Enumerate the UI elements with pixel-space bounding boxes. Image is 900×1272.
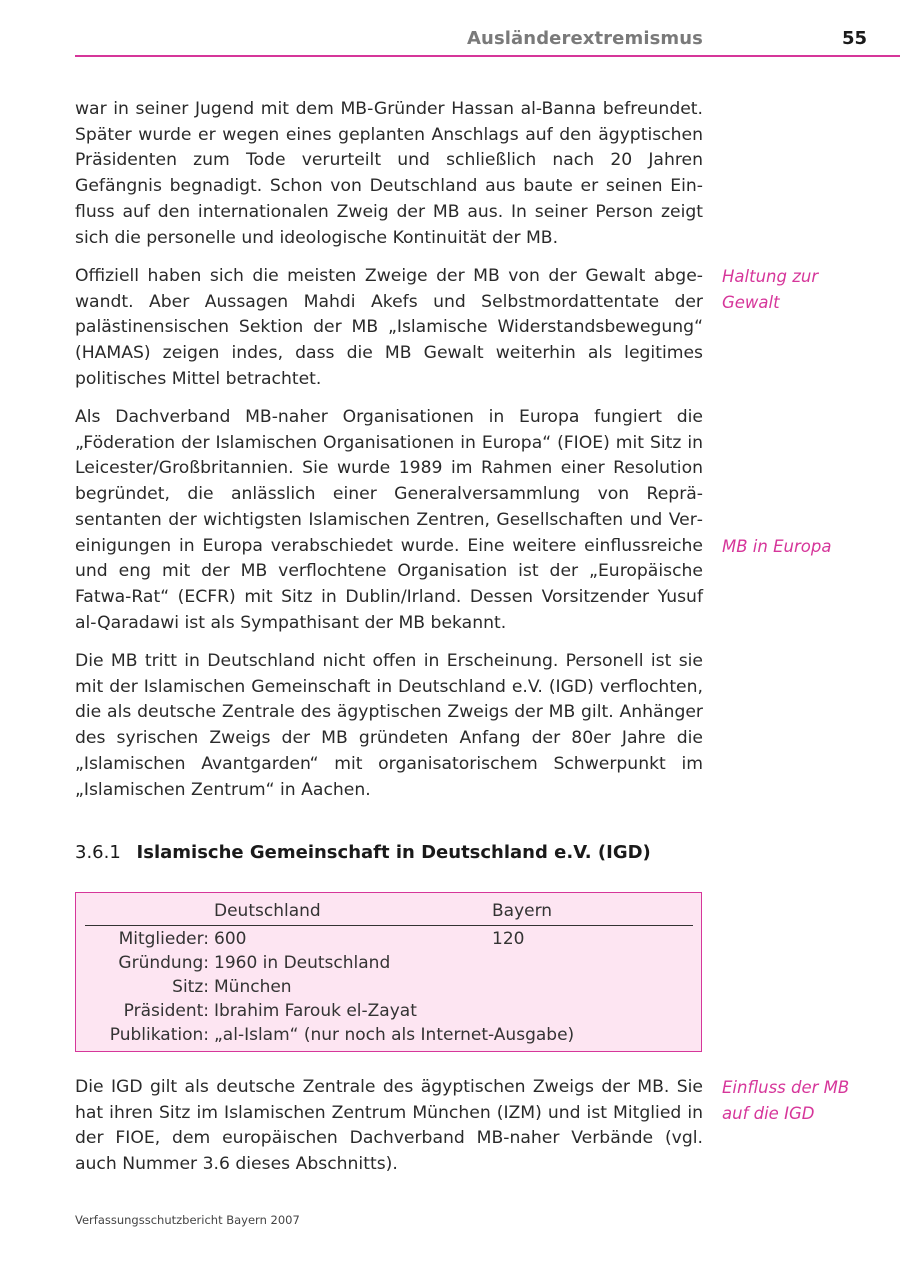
fact-row-gruendung — [76, 953, 701, 977]
fact-row-praesident — [76, 1001, 701, 1025]
paragraph-2: Offiziell haben sich die meisten Zweige der MB von der Gewalt abgewandt. Aber Aussagen Mahdi Akefs und Selbstmordattentate der palästinensischen Sektion der MB „Islamische Widerstandsbewegung“ (HAMAS) zeigen indes, dass die MB Gewalt weiterhin als legitimes politisches Mittel betrachtet. — [75, 266, 703, 389]
paragraph-1: war in seiner Jugend mit dem MB-Gründer Hassan al-Banna befreundet. Später wurde er wegen eines geplanten Anschlags auf den ägyptischen Präsidenten zum Tode verurteilt und schließlich nach 20 Jahren Gefängnis begnadigt. Schon von Deutschland aus baute er seinen Einfluss auf den internationalen Zweig der MB aus. In seiner Person zeigt sich die personelle und ideologische Kontinuität der MB. — [75, 99, 703, 248]
fact-box — [75, 892, 702, 1052]
fact-value-deutschland: München — [214, 977, 292, 997]
fact-row-sitz — [76, 977, 701, 1001]
section-number: 3.6.1 — [75, 842, 121, 863]
fact-label: Sitz: — [172, 977, 209, 997]
paragraph-3: Als Dachverband MB-naher Organisationen in Europa fungiert die „Föderation der Islamischen Organisationen in Europa“ (FIOE) mit Sitz in Leicester/Großbritannien. Sie wurde 1989 im Rahmen einer Resolution begründet, die anlässlich einer Generalversammlung von Repräsentanten der wichtigsten Islamischen Zentren, Gesellschaften und Vereinigungen in Europa verabschiedet wurde. Eine weitere einflussreiche und eng mit der MB verflochtene Organisation ist der „Europäische Fatwa-Rat“ (ECFR) mit Sitz in Dublin/Irland. Dessen Vorsitzender Yusuf al-Qaradawi ist als Sympathisant der MB bekannt. — [75, 407, 703, 633]
section-heading — [75, 842, 651, 863]
page-number: 55 — [841, 28, 867, 49]
footer-source: Verfassungsschutzbericht Bayern 2007 — [75, 1213, 300, 1227]
fact-value-deutschland: 600 — [214, 929, 247, 949]
fact-row-mitglieder — [76, 929, 701, 953]
fact-label: Gründung: — [118, 953, 209, 973]
fact-value-deutschland: „al-Islam“ (nur noch als Internet-Ausgabe) — [214, 1025, 575, 1045]
fact-row-publikation — [76, 1025, 701, 1049]
fact-label: Präsident: — [123, 1001, 209, 1021]
fact-box-rule — [85, 925, 693, 926]
fact-label: Mitglieder: — [118, 929, 209, 949]
section-title: Islamische Gemeinschaft in Deutschland e.V. (IGD) — [136, 842, 651, 863]
header-rule — [75, 55, 900, 57]
fact-value-deutschland: 1960 in Deutschland — [214, 953, 391, 973]
fact-label: Publikation: — [109, 1025, 209, 1045]
fact-value-bayern: 120 — [492, 929, 525, 949]
column-header-deutschland: Deutschland — [214, 901, 321, 921]
paragraph-4: Die MB tritt in Deutschland nicht offen in Erscheinung. Personell ist sie mit der Islamischen Gemeinschaft in Deutschland e.V. (IGD) verflochten, die als deutsche Zentrale des ägyptischen Zweigs der MB gilt. Anhänger des syrischen Zweigs der MB gründeten Anfang der 80er Jahre die „Islamischen Avantgarden“ mit organisatorischem Schwerpunkt im „Islamischen Zentrum“ in Aachen. — [75, 651, 703, 800]
margin-note-europa: MB in Europa — [722, 537, 832, 556]
running-header-title: Ausländerextremismus — [467, 28, 703, 49]
fact-value-deutschland: Ibrahim Farouk el-Zayat — [214, 1001, 417, 1021]
column-header-bayern: Bayern — [492, 901, 553, 921]
margin-note-igd: Einfluss der MB auf die IGD — [722, 1078, 850, 1123]
margin-note-gewalt: Haltung zur Gewalt — [722, 267, 819, 312]
paragraph-5: Die IGD gilt als deutsche Zentrale des ägyptischen Zweigs der MB. Sie hat ihren Sitz im Islamischen Zentrum München (IZM) und ist Mitglied in der FIOE, dem europäischen Dachverband MB-naher Verbände (vgl. auch Nummer 3.6 dieses Abschnitts). — [75, 1077, 703, 1175]
